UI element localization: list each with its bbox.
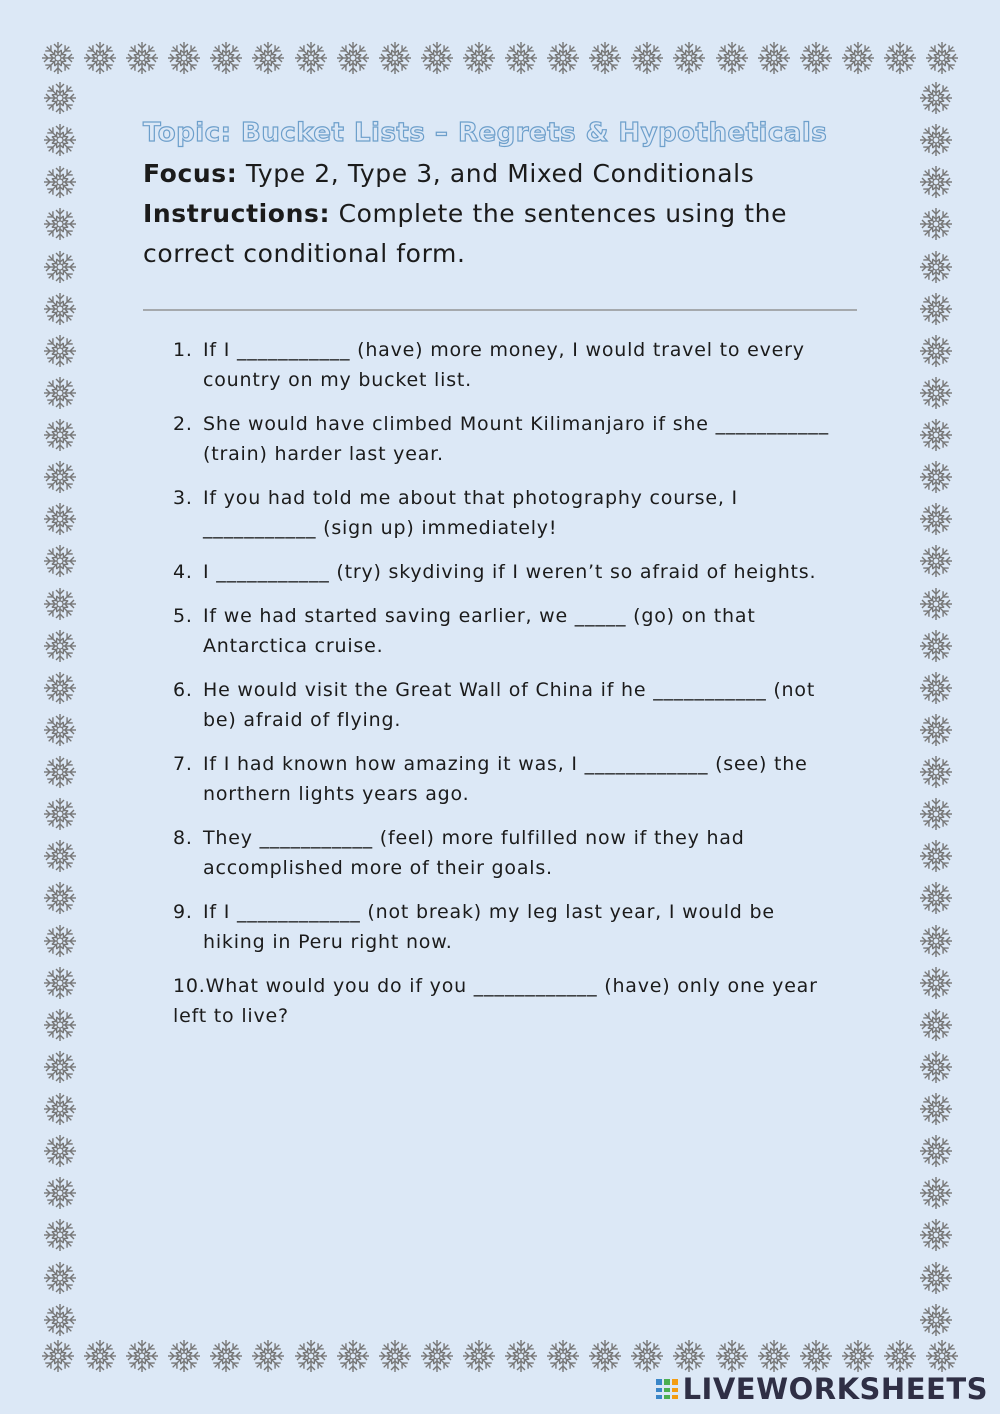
snowflake-icon: [918, 501, 954, 537]
snowflake-icon: [918, 586, 954, 622]
item-text: If I had known how amazing it was, I ____________ (see) the northern lights years ago.: [203, 753, 808, 805]
snowflake-icon: [42, 1175, 78, 1211]
snowflake-icon: [918, 459, 954, 495]
snowflake-icon: [629, 40, 665, 76]
focus-label: Focus:: [143, 159, 238, 188]
snowflake-icon: [918, 965, 954, 1001]
snowflake-icon: [42, 459, 78, 495]
item-number: 2.: [173, 413, 193, 435]
snowflake-icon: [42, 712, 78, 748]
snowflake-icon: [918, 417, 954, 453]
snowflake-icon: [42, 754, 78, 790]
item-number: 1.: [173, 339, 193, 361]
item-text: I ___________ (try) skydiving if I weren’t so afraid of heights.: [203, 561, 817, 583]
snowflake-icon: [42, 543, 78, 579]
snowflake-icon: [924, 40, 960, 76]
snowflake-icon: [714, 40, 750, 76]
item-text: She would have climbed Mount Kilimanjaro if she ___________ (train) harder last year.: [203, 413, 829, 465]
focus-line: [143, 154, 858, 194]
snowflake-border-top: [40, 40, 960, 80]
exercise-item: [143, 749, 843, 809]
snowflake-icon: [756, 40, 792, 76]
snowflake-icon: [918, 628, 954, 664]
snowflake-icon: [918, 543, 954, 579]
snowflake-icon: [335, 1338, 371, 1374]
item-text: They ___________ (feel) more fulfilled now if they had accomplished more of their goals.: [203, 827, 745, 879]
exercise-list: [143, 335, 858, 1031]
snowflake-icon: [918, 754, 954, 790]
snowflake-icon: [918, 880, 954, 916]
snowflake-icon: [918, 80, 954, 116]
snowflake-icon: [882, 40, 918, 76]
item-text: What would you do if you ____________ (have) only one year left to live?: [173, 975, 818, 1027]
snowflake-icon: [42, 164, 78, 200]
snowflake-icon: [918, 206, 954, 242]
item-number: 3.: [173, 487, 193, 509]
snowflake-icon: [42, 628, 78, 664]
exercise-item: [143, 897, 843, 957]
snowflake-icon: [671, 40, 707, 76]
snowflake-border-left: [42, 80, 82, 1338]
item-text: If you had told me about that photography course, I ___________ (sign up) immediately!: [203, 487, 738, 539]
snowflake-icon: [377, 40, 413, 76]
snowflake-icon: [42, 880, 78, 916]
snowflake-icon: [208, 1338, 244, 1374]
snowflake-icon: [918, 1049, 954, 1085]
snowflake-icon: [42, 1049, 78, 1085]
snowflake-icon: [42, 333, 78, 369]
snowflake-icon: [42, 1091, 78, 1127]
item-text: If I ___________ (have) more money, I would travel to every country on my bucket list.: [203, 339, 805, 391]
snowflake-icon: [42, 670, 78, 706]
snowflake-icon: [918, 333, 954, 369]
snowflake-icon: [918, 1260, 954, 1296]
snowflake-icon: [42, 1302, 78, 1338]
snowflake-icon: [918, 1133, 954, 1169]
snowflake-icon: [918, 712, 954, 748]
snowflake-icon: [918, 164, 954, 200]
snowflake-icon: [840, 1338, 876, 1374]
snowflake-icon: [42, 923, 78, 959]
snowflake-icon: [918, 670, 954, 706]
item-text: If we had started saving earlier, we _____ (go) on that Antarctica cruise.: [203, 605, 756, 657]
snowflake-icon: [293, 40, 329, 76]
snowflake-icon: [918, 1007, 954, 1043]
snowflake-icon: [42, 291, 78, 327]
item-number: 7.: [173, 753, 193, 775]
snowflake-icon: [208, 40, 244, 76]
exercise-item: [143, 335, 843, 395]
snowflake-icon: [629, 1338, 665, 1374]
snowflake-icon: [42, 586, 78, 622]
snowflake-icon: [918, 923, 954, 959]
item-number: 5.: [173, 605, 193, 627]
snowflake-icon: [918, 1217, 954, 1253]
brand-name: LIVEWORKSHEETS: [682, 1372, 988, 1406]
snowflake-icon: [714, 1338, 750, 1374]
snowflake-icon: [918, 375, 954, 411]
divider: [143, 309, 857, 311]
snowflake-icon: [42, 501, 78, 537]
item-text: He would visit the Great Wall of China if he ___________ (not be) afraid of flying.: [203, 679, 816, 731]
worksheet-content: [143, 118, 858, 1045]
exercise-item: [143, 601, 843, 661]
snowflake-icon: [42, 122, 78, 158]
snowflake-icon: [798, 1338, 834, 1374]
snowflake-icon: [40, 1338, 76, 1374]
snowflake-icon: [918, 838, 954, 874]
snowflake-icon: [40, 40, 76, 76]
snowflake-icon: [166, 1338, 202, 1374]
snowflake-icon: [42, 417, 78, 453]
snowflake-icon: [377, 1338, 413, 1374]
exercise-item: [143, 971, 843, 1031]
snowflake-icon: [461, 40, 497, 76]
snowflake-icon: [918, 1091, 954, 1127]
snowflake-icon: [250, 1338, 286, 1374]
snowflake-icon: [918, 1175, 954, 1211]
instructions-label: Instructions:: [143, 199, 331, 228]
snowflake-icon: [545, 1338, 581, 1374]
item-number: 8.: [173, 827, 193, 849]
snowflake-icon: [82, 40, 118, 76]
snowflake-icon: [918, 1302, 954, 1338]
snowflake-icon: [250, 40, 286, 76]
snowflake-icon: [42, 1007, 78, 1043]
snowflake-icon: [419, 40, 455, 76]
snowflake-icon: [461, 1338, 497, 1374]
snowflake-icon: [503, 1338, 539, 1374]
snowflake-icon: [918, 249, 954, 285]
snowflake-icon: [82, 1338, 118, 1374]
snowflake-icon: [42, 249, 78, 285]
snowflake-icon: [124, 40, 160, 76]
snowflake-icon: [918, 796, 954, 832]
snowflake-icon: [924, 1338, 960, 1374]
snowflake-icon: [918, 122, 954, 158]
snowflake-icon: [918, 291, 954, 327]
instructions-line: [143, 194, 858, 274]
snowflake-icon: [293, 1338, 329, 1374]
snowflake-icon: [42, 206, 78, 242]
snowflake-icon: [419, 1338, 455, 1374]
worksheet-title: Topic: Bucket Lists – Regrets & Hypotheticals: [143, 118, 828, 148]
exercise-item: [143, 557, 843, 587]
exercise-item: [143, 823, 843, 883]
item-text: If I ____________ (not break) my leg last year, I would be hiking in Peru right now.: [203, 901, 775, 953]
snowflake-icon: [42, 796, 78, 832]
exercise-item: [143, 483, 843, 543]
snowflake-icon: [587, 1338, 623, 1374]
snowflake-icon: [335, 40, 371, 76]
item-number: 10.: [173, 975, 206, 997]
snowflake-icon: [587, 40, 623, 76]
snowflake-icon: [545, 40, 581, 76]
snowflake-icon: [840, 40, 876, 76]
liveworksheets-brand[interactable]: [655, 1372, 988, 1406]
liveworksheets-logo-icon: [655, 1377, 679, 1401]
snowflake-icon: [42, 375, 78, 411]
snowflake-icon: [882, 1338, 918, 1374]
snowflake-icon: [798, 40, 834, 76]
item-number: 6.: [173, 679, 193, 701]
snowflake-border-right: [918, 80, 958, 1338]
snowflake-icon: [42, 965, 78, 1001]
snowflake-icon: [42, 1260, 78, 1296]
snowflake-icon: [756, 1338, 792, 1374]
item-number: 4.: [173, 561, 193, 583]
focus-text: Type 2, Type 3, and Mixed Conditionals: [237, 159, 755, 188]
exercise-item: [143, 675, 843, 735]
snowflake-icon: [671, 1338, 707, 1374]
snowflake-icon: [42, 838, 78, 874]
exercise-item: [143, 409, 843, 469]
snowflake-icon: [42, 1217, 78, 1253]
snowflake-icon: [124, 1338, 160, 1374]
snowflake-icon: [42, 1133, 78, 1169]
snowflake-icon: [166, 40, 202, 76]
item-number: 9.: [173, 901, 193, 923]
snowflake-icon: [503, 40, 539, 76]
snowflake-icon: [42, 80, 78, 116]
instructions-text: Complete the sentences using the correct conditional form.: [143, 199, 788, 268]
